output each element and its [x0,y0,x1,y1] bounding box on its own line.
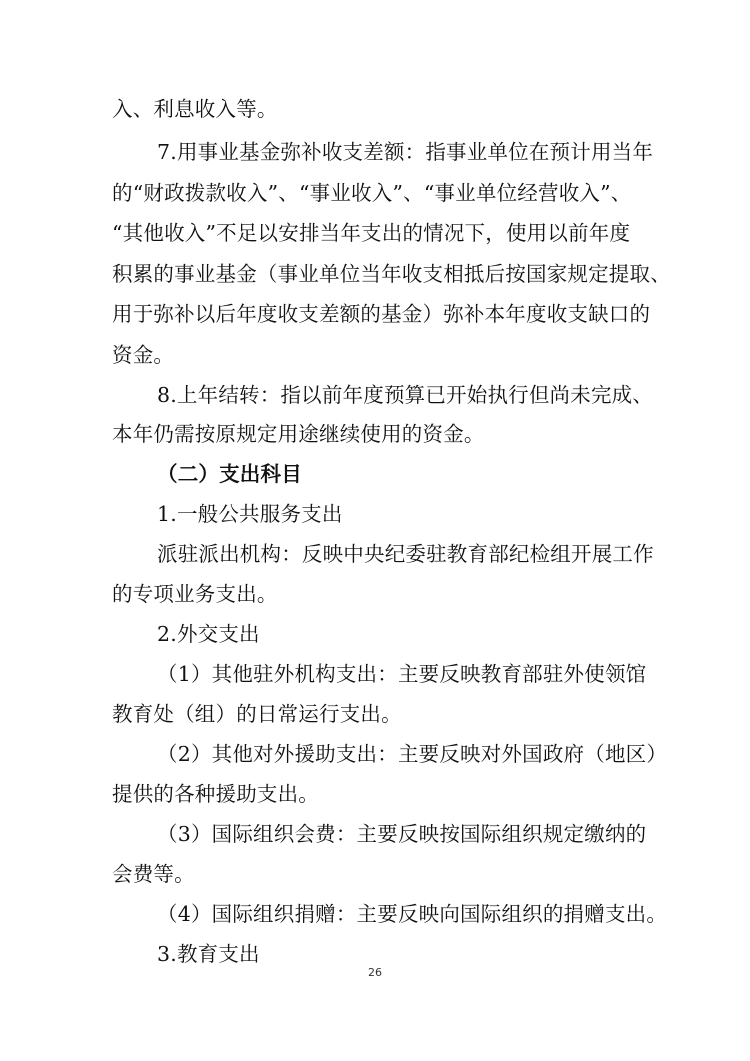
text-line: 教育处（组）的日常运行支出。 [112,702,402,726]
text-line: 3.教育支出 [157,942,260,966]
text-line: （1）其他驻外机构支出：主要反映教育部驻外使领馆 [157,662,647,686]
text-line: （4）国际组织捐赠：主要反映向国际组织的捐赠支出。 [157,902,668,926]
text-line: （3）国际组织会费：主要反映按国际组织规定缴纳的 [157,822,647,846]
section-heading: （二）支出科目 [157,462,302,486]
text-line: （2）其他对外援助支出：主要反映对外国政府（地区） [157,742,668,766]
text-line: 8.上年结转：指以前年度预算已开始执行但尚未完成、 [157,383,654,407]
text-line: 本年仍需按原规定用途继续使用的资金。 [112,422,485,446]
text-line: 入、利息收入等。 [112,97,278,121]
text-line: 派驻派出机构：反映中央纪委驻教育部纪检组开展工作 [157,542,654,566]
text-line: 会费等。 [112,862,195,886]
text-line: “其他收入”不足以安排当年支出的情况下，使用以前年度 [112,221,631,245]
text-line: 用于弥补以后年度收支差额的基金）弥补本年度收支缺口的 [112,302,651,326]
text-line: 2.外交支出 [157,622,260,646]
text-line: 提供的各种援助支出。 [112,782,319,806]
text-line: 的“财政拨款收入”、“事业收入”、“事业单位经营收入”、 [112,181,632,205]
page-number: 26 [368,966,382,979]
text-line: 积累的事业基金（事业单位当年收支相抵后按国家规定提取、 [112,262,671,286]
text-line: 的专项业务支出。 [112,582,278,606]
text-line: 1.一般公共服务支出 [157,502,343,526]
text-line: 资金。 [112,343,175,367]
text-line: 7.用事业基金弥补收支差额：指事业单位在预计用当年 [157,140,654,164]
